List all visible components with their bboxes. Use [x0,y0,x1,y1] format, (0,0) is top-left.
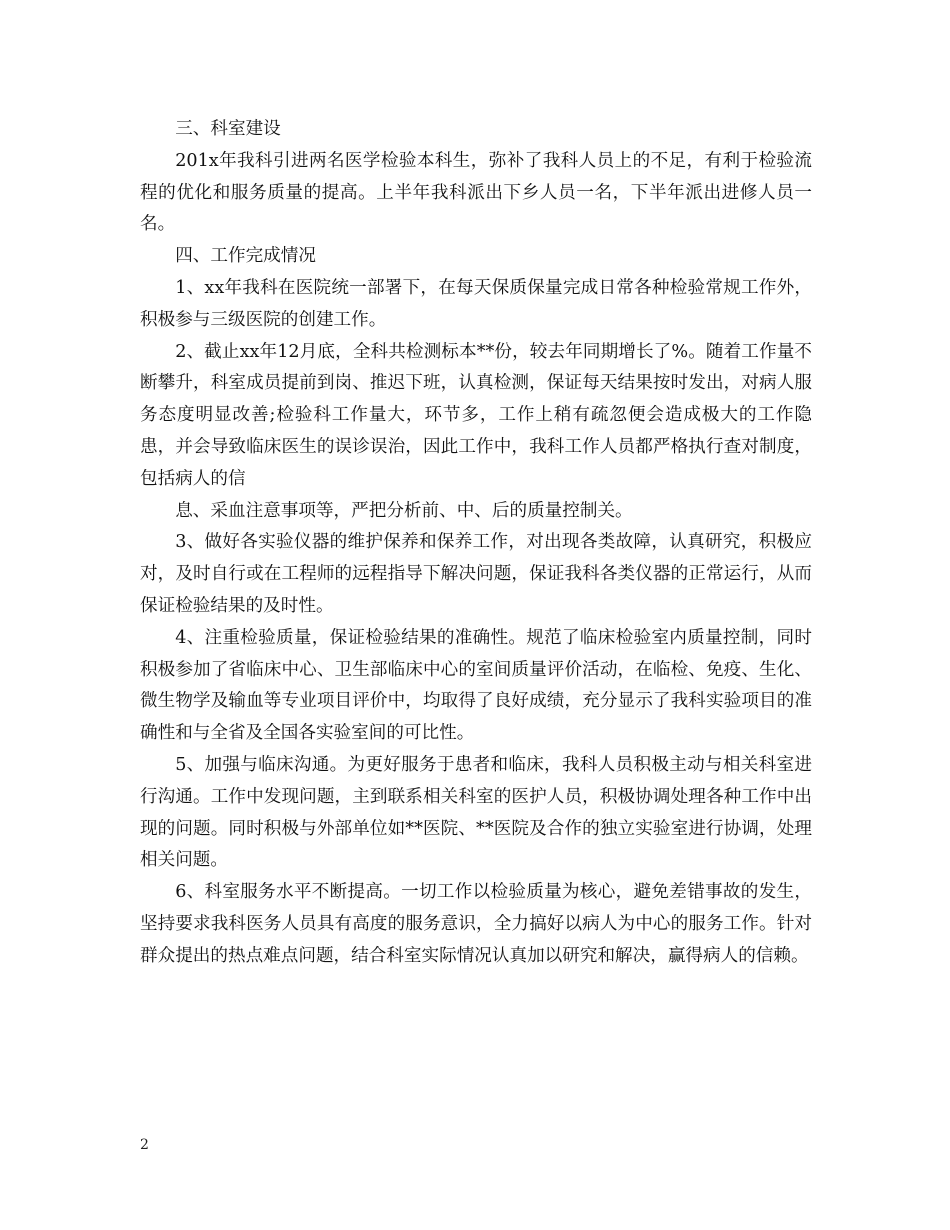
document-body [140,114,812,973]
page-number: 2 [140,1137,149,1153]
paragraph-item-6: 6、科室服务水平不断提高。一切工作以检验质量为核心，避免差错事故的发生，坚持要求我科医务人员具有高度的服务意识，全力搞好以病人为中心的服务工作。针对群众提出的热点难点问题，结合科室实际情况认真加以研究和解决，赢得病人的信赖。 [140,882,812,966]
paragraph-item-1: 1、xx年我科在医院统一部署下，在每天保质保量完成日常各种检验常规工作外，积极参与三级医院的创建工作。 [140,277,812,330]
heading-section-four: 四、工作完成情况 [175,246,316,267]
paragraph-item-2-continued: 息、采血注意事项等，严把分析前、中、后的质量控制关。 [175,500,633,521]
paragraph-staffing: 201x年我科引进两名医学检验本科生，弥补了我科人员上的不足，有利于检验流程的优化和服务质量的提高。上半年我科派出下乡人员一名，下半年派出进修人员一名。 [140,150,812,235]
paragraph-item-5: 5、加强与临床沟通。为更好服务于患者和临床，我科人员积极主动与相关科室进行沟通。工作中发现问题，主到联系相关科室的医护人员，积极协调处理各种工作中出现的问题。同时积极与外部单位如**医院、**医院及合作的独立实验室进行协调，处理相关问题。 [140,754,812,871]
paragraph-item-2: 2、截止xx年12月底，全科共检测标本**份，较去年同期增长了%。随着工作量不断攀升，科室成员提前到岗、推迟下班，认真检测，保证每天结果按时发出，对病人服务态度明显改善;检验科工作量大，环节多，工作上稍有疏忽便会造成极大的工作隐患，并会导致临床医生的误诊误治，因此工作中，我科工作人员都严格执行查对制度，包括病人的信 [140,341,812,489]
paragraph-item-3: 3、做好各实验仪器的维护保养和保养工作，对出现各类故障，认真研究，积极应对，及时自行或在工程师的远程指导下解决问题，保证我科各类仪器的正常运行，从而保证检验结果的及时性。 [140,532,812,616]
heading-section-three: 三、科室建设 [175,119,281,139]
paragraph-item-4: 4、注重检验质量，保证检验结果的准确性。规范了临床检验室内质量控制，同时积极参加了省临床中心、卫生部临床中心的室间质量评价活动，在临检、免疫、生化、微生物学及输血等专业项目评价中，均取得了良好成绩，充分显示了我科实验项目的准确性和与全省及全国各实验室间的可比性。 [140,627,812,744]
